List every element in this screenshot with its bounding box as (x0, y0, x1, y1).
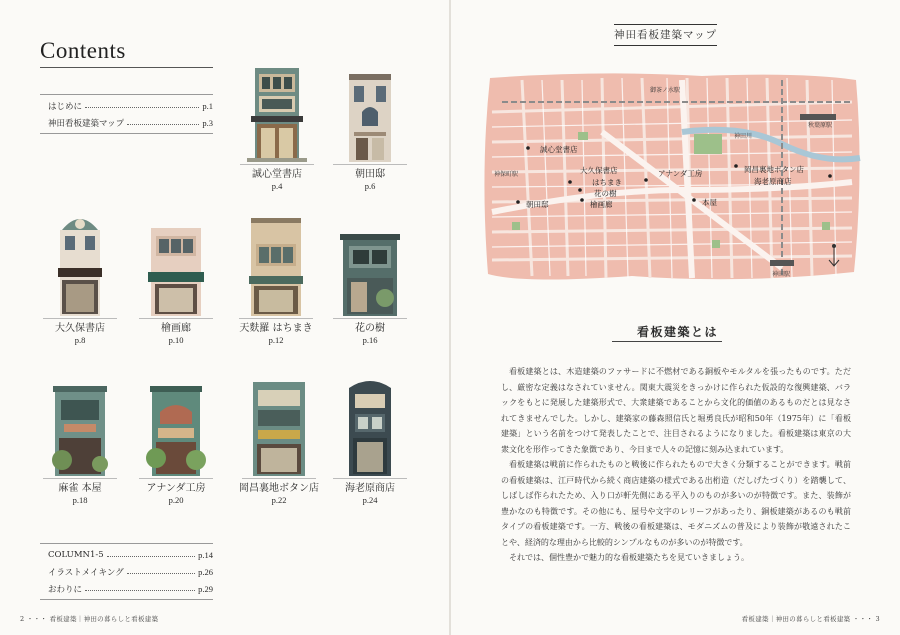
divider (242, 478, 316, 479)
building-name: 大久保書店 (55, 323, 105, 334)
building-hananoki[interactable] (330, 234, 410, 346)
map-label-hananoki: 花の樹 (594, 189, 617, 198)
hachimaki-illustration (245, 218, 307, 316)
building-page: p.4 (271, 181, 283, 191)
hananoki-illustration (339, 234, 401, 316)
map-label-ochanomizu: 御茶ノ水駅 (650, 87, 681, 94)
building-name: 檜画廊 (161, 323, 191, 334)
building-asada[interactable] (330, 74, 410, 192)
divider (333, 318, 407, 319)
building-hachimaki[interactable] (234, 218, 318, 346)
building-ananda[interactable] (136, 384, 216, 506)
building-page: p.6 (364, 181, 376, 191)
section-rule (612, 341, 722, 342)
asada-illustration (345, 74, 395, 162)
ebihara-illustration (345, 376, 395, 476)
building-name: 麻雀 本屋 (58, 483, 102, 494)
building-okamasa[interactable] (234, 378, 324, 506)
toc-page: p.29 (198, 583, 213, 594)
hinoki-illustration (146, 224, 206, 316)
toc-page: p.26 (198, 566, 213, 577)
toc-label: はじめに (48, 101, 83, 112)
map-label-ananda: アナンダ工房 (658, 169, 703, 178)
building-name: 天麩羅 はちまき (239, 323, 313, 334)
building-page: p.20 (168, 495, 184, 505)
title-rule (40, 67, 213, 68)
building-ebihara[interactable] (330, 376, 410, 506)
building-okubo[interactable] (40, 210, 120, 346)
toc-item-intro[interactable] (40, 97, 213, 114)
toc-page: p.1 (202, 100, 213, 111)
seishindo-illustration (247, 66, 307, 162)
left-footer: 2 ・・・ 看板建築｜神田の暮らしと看板建築 (20, 615, 159, 623)
building-name: 誠心堂書店 (252, 169, 302, 180)
right-footer: 看板建築｜神田の暮らしと看板建築 ・・・ 3 (741, 615, 880, 623)
toc-label: COLUMN1-5 (48, 549, 104, 560)
toc-leader (85, 107, 199, 108)
divider (240, 164, 314, 165)
building-name: 岡昌裏地ボタン店 (239, 483, 319, 494)
mahjong-honya-illustration (50, 384, 110, 476)
toc-item-making[interactable] (40, 563, 213, 580)
divider (139, 318, 213, 319)
divider (239, 318, 313, 319)
map-label-hinoki: 檜画廊 (590, 200, 613, 209)
map-label-honya: 本屋 (702, 198, 717, 207)
building-page: p.8 (74, 335, 86, 345)
map-label-jimbocho: 神保町駅 (494, 171, 519, 178)
building-name: 朝田邸 (355, 169, 385, 180)
building-name: アナンダ工房 (146, 483, 206, 494)
building-hinoki[interactable] (136, 224, 216, 346)
map-label-okamasa: 岡昌裏地ボタン店 (744, 165, 804, 174)
toc-label: おわりに (48, 584, 83, 595)
toc-leader (127, 573, 195, 574)
map-label-river: 神田川 (734, 133, 753, 140)
building-page: p.10 (168, 335, 184, 345)
building-name: 海老原商店 (345, 483, 395, 494)
map-label-ebihara: 海老原商店 (754, 177, 792, 186)
toc-top-list (40, 94, 213, 134)
divider (43, 478, 117, 479)
toc-page: p.3 (202, 117, 213, 128)
paragraph: 看板建築とは、木造建築のファサードに不燃材である銅板やモルタルを張ったものです。ただし、厳密な定義はなされていません。関東大震災をきっかけに作られた仮設的な復興建築、バラックをもとに発展した建築形式で、大衆建築であることから文化的価値のあるものだとは見なされてきませんでした。しかし、建築家の藤森照信氏と堀勇良氏が昭和50年（1975年）に「看板建築」という名前をつけて発表したことで、注目されるようになりました。看板建築は東京の大衆文化を形作ってきた象徴であり、今日まで人々の記憶に刻み込まれています。 (501, 367, 851, 454)
toc-label: イラストメイキング (48, 567, 124, 578)
toc-leader (85, 590, 195, 591)
building-page: p.18 (72, 495, 88, 505)
map-label-seishindo: 誠心堂書店 (540, 145, 578, 154)
building-name: 花の樹 (355, 323, 385, 334)
building-seishindo[interactable] (237, 66, 317, 192)
section-title: 看板建築とは (637, 325, 719, 339)
map-label-hachimaki: はちまき (592, 178, 622, 187)
toc-label: 神田看板建築マップ (48, 118, 125, 129)
toc-item-column[interactable] (40, 546, 213, 563)
paragraph: 看板建築は戦前に作られたものと戦後に作られたもので大きく分類することができます。戦前の看板建築は、江戸時代から続く商店建築の様式である出桁造（だしげたづくり）を踏襲して、しばしば作られたため、入り口が軒先側にある平入りのものが多いのが特徴です。また、装飾が豊かなのも特徴です。その他にも、屋号や文字のレリーフがあったり、銅板建築があるのも戦前タイプの看板建築です。一方、戦後の看板建築は、モダニズムの普及により装飾が敬遠されたことや、経済的な理由から比較的シンプルなものが多いのが特徴です。 (501, 460, 851, 547)
map-label-okubo: 大久保書店 (580, 166, 618, 175)
ananda-illustration (146, 384, 206, 476)
divider (333, 164, 407, 165)
kanda-map (482, 72, 862, 282)
divider (43, 318, 117, 319)
toc-item-map[interactable] (40, 114, 213, 131)
left-page (0, 0, 449, 635)
contents-title: Contents (40, 38, 126, 63)
toc-page: p.14 (198, 549, 213, 560)
building-page: p.22 (271, 495, 287, 505)
divider (333, 478, 407, 479)
toc-leader (107, 556, 195, 557)
paragraph: それでは、個性豊かで魅力的な看板建築たちを見ていきましょう。 (509, 553, 749, 562)
building-page: p.24 (362, 495, 378, 505)
toc-item-afterword[interactable] (40, 580, 213, 597)
map-label-asada: 朝田邸 (526, 200, 549, 209)
toc-leader (127, 124, 199, 125)
okamasa-illustration (248, 378, 310, 476)
map-label-akihabara: 秋葉原駅 (808, 122, 833, 129)
toc-bottom-list (40, 543, 213, 600)
okubo-illustration (52, 210, 108, 316)
building-page: p.12 (268, 335, 284, 345)
building-mahjong-honya[interactable] (40, 384, 120, 506)
map-title: 神田看板建築マップ (614, 24, 717, 46)
building-page: p.16 (362, 335, 378, 345)
divider (139, 478, 213, 479)
body-text (501, 364, 851, 566)
map-label-kanda: 神田駅 (772, 271, 791, 278)
